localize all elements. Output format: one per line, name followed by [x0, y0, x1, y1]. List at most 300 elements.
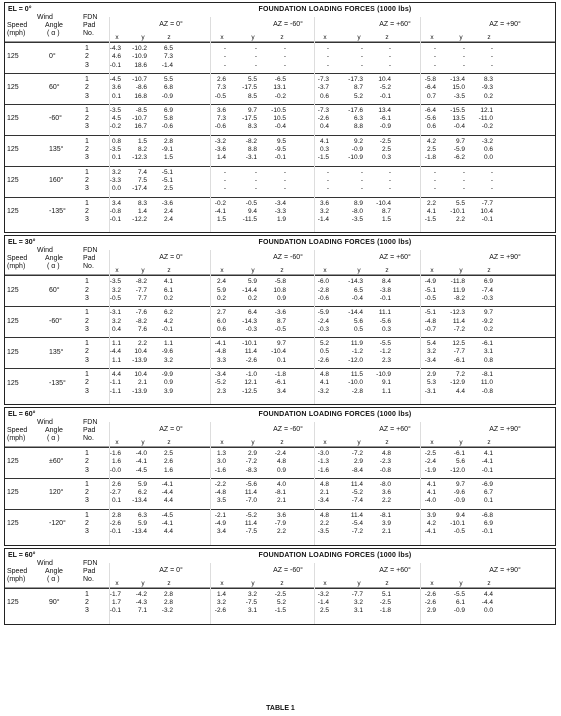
force-cell: -12.2 [132, 216, 147, 224]
force-cell: - [462, 168, 465, 176]
force-cell: 0.1 [111, 497, 121, 505]
force-cell: 9.4 [247, 207, 257, 215]
pad-number: 1 [85, 278, 89, 286]
force-cell: - [433, 53, 436, 61]
force-cell: -6.1 [481, 340, 493, 348]
force-cell: -10.7 [132, 115, 147, 123]
force-cell: 1.5 [381, 216, 391, 224]
axis-label: z [167, 267, 171, 275]
force-cell: 0.1 [111, 92, 121, 100]
force-cell: - [283, 53, 286, 61]
force-cell: - [388, 185, 391, 193]
force-cell: 5.2 [353, 92, 363, 100]
pad-number: 3 [85, 185, 89, 193]
force-cell: -4.0 [135, 449, 147, 457]
force-cell: -1.6 [109, 449, 121, 457]
loading-table [4, 407, 556, 546]
force-cell: 4.8 [319, 480, 329, 488]
force-cell: -2.6 [317, 115, 329, 123]
force-cell: -12.5 [242, 387, 257, 395]
column-guide [314, 563, 315, 624]
force-cell: -10.1 [450, 520, 465, 528]
force-cell: 2.3 [216, 387, 226, 395]
force-cell: -4.1 [214, 207, 226, 215]
force-cell: - [360, 176, 363, 184]
pad-number: 1 [85, 480, 89, 488]
force-cell: -11.8 [450, 278, 465, 286]
force-cell: 2.1 [137, 379, 147, 387]
speed-value: 125 [7, 599, 19, 607]
force-cell: 3.3 [216, 356, 226, 364]
force-cell: -3.5 [351, 216, 363, 224]
pad-number: 3 [85, 154, 89, 162]
column-guide [210, 250, 211, 404]
force-cell: -12.0 [450, 466, 465, 474]
force-cell: -10.9 [132, 53, 147, 61]
loading-table [4, 2, 556, 233]
force-cell: 5.5 [247, 75, 257, 83]
force-cell: -1.3 [317, 458, 329, 466]
force-cell: -0.6 [317, 294, 329, 302]
force-cell: -0.0 [109, 466, 121, 474]
force-cell: 8.8 [247, 146, 257, 153]
force-cell: 3.1 [247, 607, 257, 615]
force-cell: - [490, 185, 493, 193]
force-cell: 5.9 [137, 480, 147, 488]
force-cell: 2.2 [426, 199, 436, 207]
force-cell: -0.8 [379, 466, 391, 474]
force-cell: 0.9 [276, 294, 286, 302]
force-cell: -0.9 [453, 607, 465, 615]
pad-number: 2 [85, 286, 89, 294]
force-cell: -9.1 [161, 146, 173, 153]
axis-label: x [430, 34, 434, 41]
force-cell: - [254, 61, 257, 69]
force-cell: 10.4 [480, 207, 493, 215]
axis-label: z [487, 34, 491, 41]
pad-number: 1 [85, 309, 89, 317]
force-cell: -5.2 [379, 84, 391, 92]
force-cell: -9.9 [161, 371, 173, 379]
row-divider [5, 42, 555, 43]
speed-value: 125 [7, 115, 19, 123]
force-cell: -0.1 [109, 216, 121, 224]
force-cell: - [254, 176, 257, 184]
force-cell: -4.1 [424, 528, 436, 536]
column-guide [314, 17, 315, 232]
force-cell: -5.1 [161, 168, 173, 176]
force-cell: 1.1 [163, 340, 173, 348]
force-cell: 4.4 [111, 371, 121, 379]
pad-number: 3 [85, 294, 89, 302]
force-cell: -1.8 [274, 371, 286, 379]
force-cell: -4.9 [214, 520, 226, 528]
angle-header: Angle [45, 22, 63, 29]
force-cell: -4.4 [481, 598, 493, 606]
force-cell: -10.9 [348, 154, 363, 162]
force-cell: -7.3 [317, 75, 329, 83]
column-guide [109, 17, 110, 232]
angle-value: -60° [49, 115, 62, 123]
force-cell: 4.8 [276, 458, 286, 466]
pad-number: 2 [85, 53, 89, 61]
force-cell: 11.4 [350, 511, 363, 519]
force-cell: 2.1 [319, 489, 329, 497]
axis-label: y [251, 579, 255, 587]
force-cell: -0.9 [453, 497, 465, 505]
pad-number: 2 [85, 207, 89, 215]
elevation-label: EL = 30° [8, 239, 36, 247]
force-cell: -0.5 [245, 199, 257, 207]
force-cell: -10.7 [132, 75, 147, 83]
speed-value: 125 [7, 84, 19, 92]
force-cell: -1.5 [317, 154, 329, 162]
force-cell: -2.6 [317, 356, 329, 364]
force-cell: -4.5 [161, 511, 173, 519]
force-cell: -13.4 [132, 528, 147, 536]
pad-number: 3 [85, 528, 89, 536]
force-cell: 2.4 [163, 216, 173, 224]
force-cell: - [223, 176, 226, 184]
pad-number: 1 [85, 371, 89, 379]
force-cell: -3.6 [274, 309, 286, 317]
pad-number: 3 [85, 466, 89, 474]
axis-label: x [115, 267, 119, 275]
axis-label: x [220, 579, 224, 587]
force-cell: -5.1 [424, 309, 436, 317]
force-cell: -3.5 [109, 146, 121, 153]
force-cell: 3.6 [276, 511, 286, 519]
force-cell: -6.4 [424, 84, 436, 92]
elevation-label: EL = 0° [8, 6, 32, 13]
pad-header: Pad [83, 255, 96, 263]
force-cell: 8.3 [137, 199, 147, 207]
angle-value: -135° [49, 207, 66, 215]
force-cell: 10.4 [134, 371, 147, 379]
axis-label: x [220, 438, 224, 446]
pad-number: 1 [85, 45, 89, 52]
force-cell: - [388, 61, 391, 69]
force-cell: 15.0 [452, 84, 465, 92]
az-header: AZ = +90° [489, 21, 521, 28]
force-cell: -0.4 [274, 123, 286, 131]
force-cell: -5.4 [351, 520, 363, 528]
mph-header: (mph) [7, 30, 26, 37]
force-cell: -7.2 [453, 325, 465, 333]
force-cell: -0.7 [424, 325, 436, 333]
force-cell: -8.0 [379, 480, 391, 488]
force-cell: 0.1 [483, 497, 493, 505]
force-cell: 0.6 [319, 92, 329, 100]
alpha-header: ( α ) [47, 30, 60, 37]
force-cell: - [388, 168, 391, 176]
force-cell: -2.8 [351, 387, 363, 395]
force-cell: 6.3 [353, 115, 363, 123]
force-cell: -0.1 [161, 325, 173, 333]
force-cell: 3.5 [216, 497, 226, 505]
force-cell: -6.1 [379, 115, 391, 123]
force-cell: -3.5 [317, 528, 329, 536]
force-cell: -13.4 [450, 75, 465, 83]
force-cell: -5.2 [351, 489, 363, 497]
force-cell: -3.2 [317, 387, 329, 395]
no-header: No. [83, 30, 94, 37]
force-cell: 1.4 [216, 154, 226, 162]
axis-label: z [385, 267, 389, 275]
force-cell: 3.2 [111, 168, 121, 176]
force-cell: -3.5 [453, 92, 465, 100]
az-header: AZ = +60° [379, 21, 411, 28]
force-cell: 6.2 [163, 309, 173, 317]
force-cell: - [388, 53, 391, 61]
angle-value: 90° [49, 599, 60, 607]
force-cell: 11.5 [350, 371, 363, 379]
force-cell: - [283, 61, 286, 69]
force-cell: 2.5 [426, 146, 436, 153]
force-cell: 4.1 [319, 137, 329, 145]
force-cell: 4.4 [163, 497, 173, 505]
force-cell: 9.7 [455, 480, 465, 488]
az-header: AZ = -60° [273, 566, 303, 574]
angle-value: -120° [49, 520, 66, 528]
force-cell: -8.1 [481, 371, 493, 379]
no-header: No. [83, 575, 94, 583]
force-cell: 2.5 [319, 607, 329, 615]
force-cell: -2.6 [424, 598, 436, 606]
force-cell: -12.9 [450, 379, 465, 387]
force-cell: -10.5 [271, 106, 286, 114]
wind-header: Wind [37, 14, 53, 21]
force-cell: 0.1 [111, 154, 121, 162]
az-header: AZ = -60° [273, 425, 303, 433]
force-cell: -1.1 [109, 379, 121, 387]
force-cell: 4.2 [163, 317, 173, 325]
force-cell: -0.6 [214, 123, 226, 131]
force-cell: -2.6 [109, 520, 121, 528]
pad-number: 1 [85, 511, 89, 519]
force-cell: - [462, 176, 465, 184]
force-cell: 4.6 [111, 53, 121, 61]
force-cell: -0.5 [109, 294, 121, 302]
force-cell: 3.1 [353, 607, 363, 615]
row-divider [5, 306, 555, 307]
force-cell: -0.6 [161, 123, 173, 131]
force-cell: -2.4 [274, 449, 286, 457]
pad-number: 3 [85, 607, 89, 615]
force-cell: 9.5 [276, 137, 286, 145]
angle-value: ±60° [49, 458, 64, 466]
alpha-header: ( α ) [47, 434, 60, 442]
axis-label: x [115, 34, 119, 41]
force-cell: 0.2 [483, 325, 493, 333]
speed-header: Speed [7, 426, 28, 434]
force-cell: 0.2 [216, 294, 226, 302]
force-cell: 4.5 [111, 115, 121, 123]
force-cell: - [283, 176, 286, 184]
force-cell: 0.5 [319, 348, 329, 356]
force-cell: -0.1 [109, 528, 121, 536]
force-cell: 9.7 [455, 137, 465, 145]
angle-value: 120° [49, 489, 64, 497]
force-cell: - [462, 53, 465, 61]
force-cell: 2.8 [163, 598, 173, 606]
pad-number: 2 [85, 176, 89, 184]
speed-header: Speed [7, 22, 28, 29]
force-cell: 6.5 [163, 45, 173, 52]
force-cell: -8.2 [245, 137, 257, 145]
axis-label: x [115, 579, 119, 587]
force-cell: -17.5 [242, 84, 257, 92]
axis-label: x [220, 267, 224, 275]
force-cell: - [223, 45, 226, 52]
column-guide [314, 422, 315, 545]
force-cell: -7.7 [351, 590, 363, 598]
force-cell: 2.6 [216, 75, 226, 83]
force-cell: -14.3 [348, 278, 363, 286]
row-divider [5, 509, 555, 510]
az-header: AZ = +60° [379, 254, 411, 262]
force-cell: 0.6 [216, 325, 226, 333]
force-cell: -7.5 [245, 528, 257, 536]
force-cell: - [433, 185, 436, 193]
force-cell: 4.4 [163, 528, 173, 536]
force-cell: -4.5 [109, 75, 121, 83]
force-cell: -0.8 [109, 207, 121, 215]
row-divider [5, 166, 555, 167]
force-cell: - [326, 53, 329, 61]
force-cell: - [462, 45, 465, 52]
force-cell: - [490, 53, 493, 61]
pad-number: 2 [85, 379, 89, 387]
force-cell: -2.6 [214, 607, 226, 615]
pad-header: Pad [83, 426, 96, 434]
force-cell: -7.7 [135, 286, 147, 294]
force-cell: 0.2 [483, 92, 493, 100]
column-guide [109, 563, 110, 624]
force-cell: -2.5 [379, 137, 391, 145]
angle-value: 135° [49, 348, 64, 356]
force-cell: 3.9 [381, 520, 391, 528]
force-cell: 3.2 [111, 317, 121, 325]
force-cell: -6.1 [453, 449, 465, 457]
force-cell: -4.2 [135, 590, 147, 598]
force-cell: 8.7 [381, 207, 391, 215]
force-cell: -1.8 [379, 607, 391, 615]
force-cell: -2.5 [424, 449, 436, 457]
axis-label: y [251, 438, 255, 446]
az-header: AZ = +90° [489, 425, 521, 433]
force-cell: 7.5 [137, 176, 147, 184]
force-cell: -3.4 [274, 199, 286, 207]
force-cell: 3.6 [111, 84, 121, 92]
angle-value: -60° [49, 317, 62, 325]
force-cell: 4.4 [455, 387, 465, 395]
force-cell: 1.1 [111, 356, 121, 364]
force-cell: 6.9 [483, 520, 493, 528]
axis-label: x [115, 438, 119, 446]
force-cell: 9.7 [247, 106, 257, 114]
axis-label: y [251, 267, 255, 275]
force-cell: -17.5 [242, 115, 257, 123]
column-guide [210, 563, 211, 624]
force-cell: -0.5 [453, 528, 465, 536]
force-cell: -1.0 [245, 371, 257, 379]
speed-value: 125 [7, 348, 19, 356]
force-cell: - [223, 53, 226, 61]
pad-number: 2 [85, 146, 89, 153]
force-cell: 0.3 [319, 146, 329, 153]
force-cell: -1.5 [274, 607, 286, 615]
force-cell: -7.5 [245, 598, 257, 606]
loading-table [4, 548, 556, 625]
force-cell: -5.9 [453, 146, 465, 153]
row-divider [5, 337, 555, 338]
force-cell: -2.4 [317, 317, 329, 325]
force-cell: 0.2 [163, 294, 173, 302]
force-cell: 7.3 [163, 53, 173, 61]
pad-number: 3 [85, 387, 89, 395]
force-cell: -5.2 [245, 511, 257, 519]
force-cell: 6.1 [163, 286, 173, 294]
pad-number: 2 [85, 348, 89, 356]
speed-value: 125 [7, 207, 19, 215]
axis-label: z [280, 579, 284, 587]
force-cell: 0.1 [276, 356, 286, 364]
force-cell: -9.5 [274, 146, 286, 153]
force-cell: -8.1 [274, 489, 286, 497]
header-divider [5, 446, 555, 447]
pad-number: 1 [85, 106, 89, 114]
force-cell: 18.6 [134, 61, 147, 69]
force-cell: -3.1 [424, 387, 436, 395]
pad-number: 1 [85, 75, 89, 83]
force-cell: 8.2 [137, 146, 147, 153]
axis-label: z [280, 34, 284, 41]
az-header: AZ = 0° [159, 425, 183, 433]
force-cell: 5.5 [455, 199, 465, 207]
force-cell: 2.6 [163, 458, 173, 466]
force-cell: -4.9 [424, 278, 436, 286]
table-title: FOUNDATION LOADING FORCES (1000 lbs) [258, 6, 412, 13]
force-cell: - [283, 185, 286, 193]
force-cell: -3.0 [317, 449, 329, 457]
pad-header: Pad [83, 22, 96, 29]
force-cell: 2.9 [426, 371, 436, 379]
force-cell: -5.8 [424, 75, 436, 83]
force-cell: 2.2 [381, 497, 391, 505]
pad-number: 1 [85, 137, 89, 145]
force-cell: -8.2 [135, 317, 147, 325]
force-cell: 7.3 [216, 115, 226, 123]
force-cell: 3.6 [319, 199, 329, 207]
force-cell: 2.9 [426, 607, 436, 615]
force-cell: -2.5 [274, 590, 286, 598]
force-cell: 1.4 [137, 207, 147, 215]
force-cell: -9.3 [481, 84, 493, 92]
axis-label: y [141, 267, 145, 275]
force-cell: - [360, 185, 363, 193]
force-cell: - [433, 45, 436, 52]
force-cell: -3.3 [109, 176, 121, 184]
force-cell: - [490, 168, 493, 176]
force-cell: 9.4 [455, 511, 465, 519]
axis-label: z [167, 34, 171, 41]
force-cell: 16.7 [134, 123, 147, 131]
force-cell: -0.3 [245, 325, 257, 333]
column-guide [420, 422, 421, 545]
force-cell: -8.2 [135, 278, 147, 286]
force-cell: -5.6 [424, 115, 436, 123]
